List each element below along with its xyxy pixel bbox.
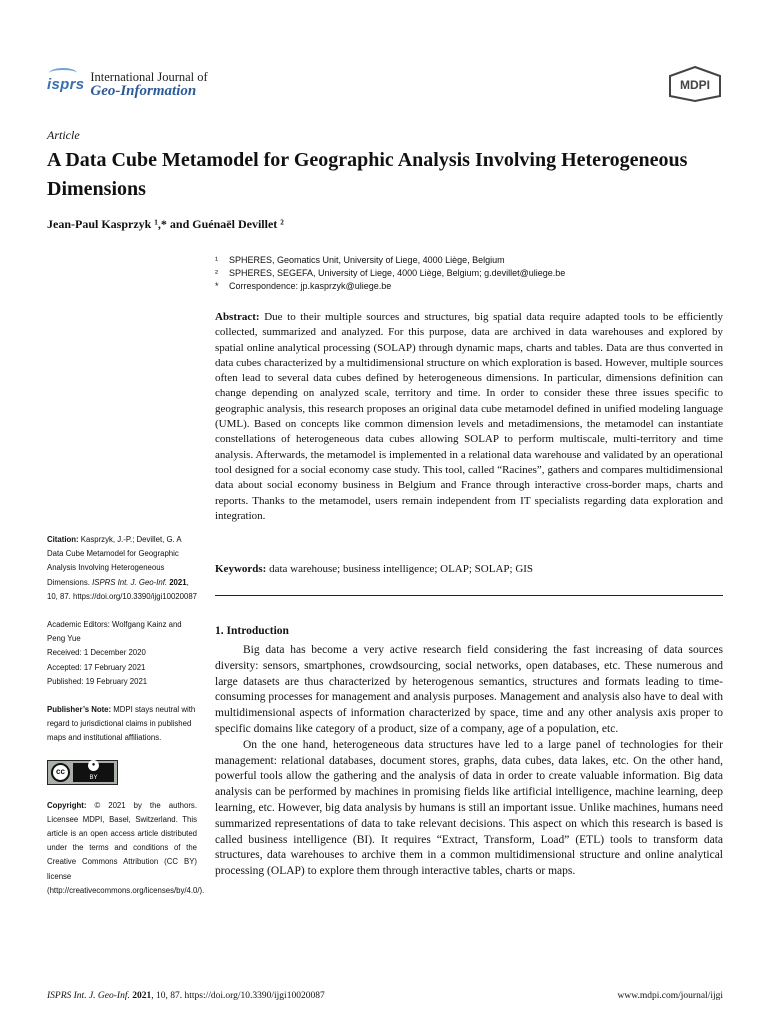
affiliation-mark: ¹ [215,255,218,265]
affiliation-text: SPHERES, SEGEFA, University of Liege, 4000 Liège, Belgium; g.devillet@uliege.be [229,268,566,278]
cc-by-label: BY [89,774,98,781]
copyright-text: © 2021 by the authors. Licensee MDPI, Basel, Switzerland. This article is an open access article distributed under the terms and conditions of the Creative Commons Attribution (CC BY) license (http://creativecommons.org/licenses/by/4.0/). [47,800,205,895]
footer-journal: ISPRS Int. J. Geo-Inf. [47,991,130,1001]
paragraph: Big data has become a very active research field considering the fast increasing of data sources diversity: sensors, smartphones, crowdsourcing, social networks, open databases, etc. These numerous and large datasets are thus characterized by heterogenous semantics, structures and formats leading to time-consuming processes for management and analysis purposes. Management and analysis also have to deal with multidimensional aspects of information characterized by space, time and any other analysis axis proper to specific domains like category of a product, size of a company, age of a population, etc. [215,644,723,735]
abstract-text: Due to their multiple sources and structures, big spatial data require adapted tools to be efficiently collected, summarized and analyzed. For this purpose, data are archived in data warehouses and explored by spatial online analytical processing (SOLAP) through dynamic maps, charts and tables. Data are thus converted in data cubes characterized by a multidimensional structure on which exploration is based. However, multiple sources often lead to several data cubes defined by heterogeneous dimensions. In particular, dimensions definition can change depending on analyzed scale, territory and time. In order to consider these three issues specific to geographic analysis, this research proposes an original data cube metamodel defined in unified modeling language (UML). Based on concepts like common dimension levels and metadimensions, the metamodel can instantiate constellations of heterogeneous data cubes allowing SOLAP to perform multiscale, multi-territory and time analysis. Afterwards, the metamodel is implemented in a relational data warehouse and validated by an operational tool designed for a social economy case study. This tool, called “Racines”, gathers and compares multidimensional data about social economy business in Belgium and France through interactive cross-border maps, charts and reports. Thanks to the metamodel, users remain independent from IT specialists regarding data exploration and integration. [215,311,724,522]
keywords [215,563,723,575]
citation-journal: ISPRS Int. J. Geo-Inf. [92,577,168,587]
citation-label: Citation: [47,535,79,544]
divider [215,595,723,596]
copyright [47,799,205,898]
page-header [47,66,723,106]
correspondence [215,280,725,293]
correspondence-text: Correspondence: jp.kasprzyk@uliege.be [229,281,392,291]
affiliation-mark: ² [215,268,218,278]
paragraph: On the one hand, heterogeneous data structures have led to a large panel of technologies for their management: relational databases, document stores, graphs, data cubes, data lakes, etc. On the other hand, powerful tools allow the gathering and the analysis of data in order to create valuable information. Big data analysis can be performed by machines in promising fields like artificial intelligence, machine learning, deep learning, etc. However, big data analysis by humans is still an important issue. Unlike machines, humans need summarized representations of data to take relevant decisions. This aspect on which this research is based is called business intelligence (BI). It requires “Extract, Transform, Load” (ETL) tools to transform data structures, data warehouses to archive them in a common multidimensional structure and online analytical processing (OLAP) to explore them through interactive tables, charts or maps. [215,738,723,878]
citation [47,533,197,604]
citation-year: 2021 [169,577,187,587]
affiliations [215,254,725,293]
citation-doi[interactable]: , 10, 87. https://doi.org/10.3390/ijgi10020087 [47,577,197,601]
sidebar [47,533,205,898]
copyright-label: Copyright: [47,800,87,810]
footer-doi[interactable]: , 10, 87. https://doi.org/10.3390/ijgi10020087 [151,991,325,1001]
journal-name-line2: Geo-Information [90,83,197,99]
affiliation-2 [215,267,725,280]
section-heading-introduction: 1. Introduction [215,625,289,637]
mdpi-logo-text: MDPI [680,78,710,92]
article-title: A Data Cube Metamodel for Geographic Analysis Involving Heterogeneous Dimensions [47,149,688,200]
keywords-label: Keywords: [215,563,267,575]
mdpi-logo-icon [667,66,723,102]
cc-by-license-badge[interactable] [47,760,118,785]
cc-icon: cc [51,763,70,782]
footer-year: 2021 [132,991,152,1001]
citation-text: Kasprzyk, J.-P.; Devillet, G. A Data Cube Metamodel for Geographic Analysis Involving Heterogeneous Dimensions. [47,535,182,587]
footer-url[interactable]: www.mdpi.com/journal/ijgi [617,991,723,1001]
received-date: Received: 1 December 2020 [47,648,146,658]
publisher-note [47,703,197,746]
mdpi-logo[interactable] [667,66,723,102]
affiliation-1 [215,254,725,267]
keywords-text: data warehouse; business intelligence; OLAP; SOLAP; GIS [269,563,534,575]
publisher-note-label: Publisher’s Note: [47,705,112,715]
article-type: Article [47,128,80,142]
abstract-label: Abstract: [215,311,260,323]
cc-by-panel [73,763,114,782]
published-date: Published: 19 February 2021 [47,676,148,686]
journal-name-line1: International Journal of [90,70,208,84]
affiliation-text: SPHERES, Geomatics Unit, University of Liege, 4000 Liège, Belgium [229,255,505,265]
journal-name [90,70,207,98]
accepted-date: Accepted: 17 February 2021 [47,662,146,672]
academic-editors: Academic Editors: Wolfgang Kainz and Peng Yue [47,620,182,644]
publisher-note-text: MDPI stays neutral with regard to jurisdictional claims in published maps and institutional affiliations. [47,705,196,743]
isprs-logo-mark: isprs [47,75,85,93]
abstract [215,310,723,524]
footer-citation [47,991,325,1001]
journal-logo[interactable] [47,66,208,102]
body-text [215,643,723,880]
affiliation-mark: * [215,281,219,291]
attribution-person-icon: ● [88,760,99,771]
dates [47,618,197,689]
authors: Jean-Paul Kasprzyk ¹,* and Guénaël Devillet ² [47,217,284,231]
